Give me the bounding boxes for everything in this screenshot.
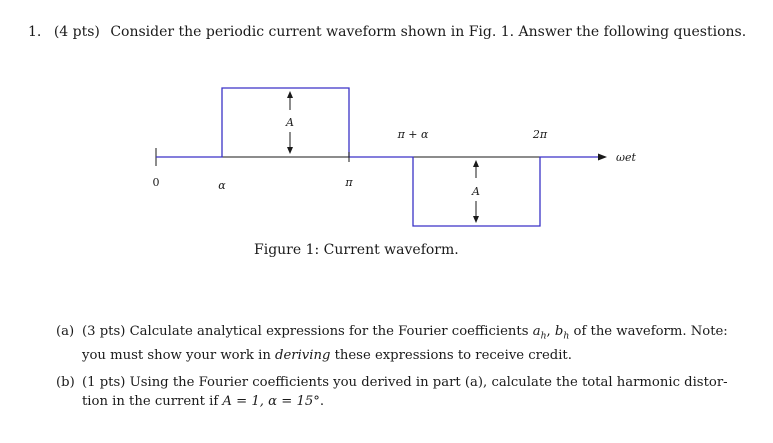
question-a-emphasis: deriving [275,347,331,363]
axis-label: ωet [616,151,636,164]
alpha-label: α [218,179,226,192]
pi-plus-alpha-label: π + α [397,128,429,141]
origin-label: 0 [152,176,160,189]
question-b-text-2: tion in the current if [82,393,223,409]
question-b [56,373,728,411]
question-b-line-1 [82,373,728,392]
coef-a-sub: h [540,330,547,342]
problem-text: Consider the periodic current waveform shown in Fig. 1. Answer the following questions. [110,24,747,40]
question-b-text-3: . [319,393,325,409]
amplitude-top-label: A [286,116,294,129]
question-b-points: (1 pts) [82,374,126,390]
axis-arrow-icon [598,154,607,161]
question-a-text-2: of the waveform. Note: [569,324,728,339]
question-b-math: A = 1, α = 15° [222,393,320,409]
coef-b-sub: h [563,330,570,342]
question-a [56,322,728,365]
coef-comma: , [546,324,555,339]
figure-caption: Figure 1: Current waveform. [254,242,459,258]
pi-label: π [345,176,353,189]
question-b-line-2 [82,392,716,411]
question-a-text-4: these expressions to receive credit. [330,347,572,363]
coef-a: a [532,324,541,339]
problem-number: 1. [28,24,42,40]
question-a-text-1: Calculate analytical expressions for the Fourier coefficients [129,324,533,339]
question-a-points: (3 pts) [82,324,126,339]
question-b-label: (b) [56,374,75,390]
question-b-text-1: Using the Fourier coefficients you derived in part (a), calculate the total harmonic distor- [129,374,728,390]
question-a-line-2 [82,346,716,365]
amplitude-bottom-label: A [472,185,480,198]
two-pi-label: 2π [532,128,548,141]
question-a-text-3: you must show your work in [82,347,276,363]
question-a-line-1 [82,322,728,346]
question-list [56,322,728,419]
problem-points: (4 pts) [53,24,100,40]
question-a-label: (a) [56,324,75,339]
coef-b: b [554,324,564,339]
